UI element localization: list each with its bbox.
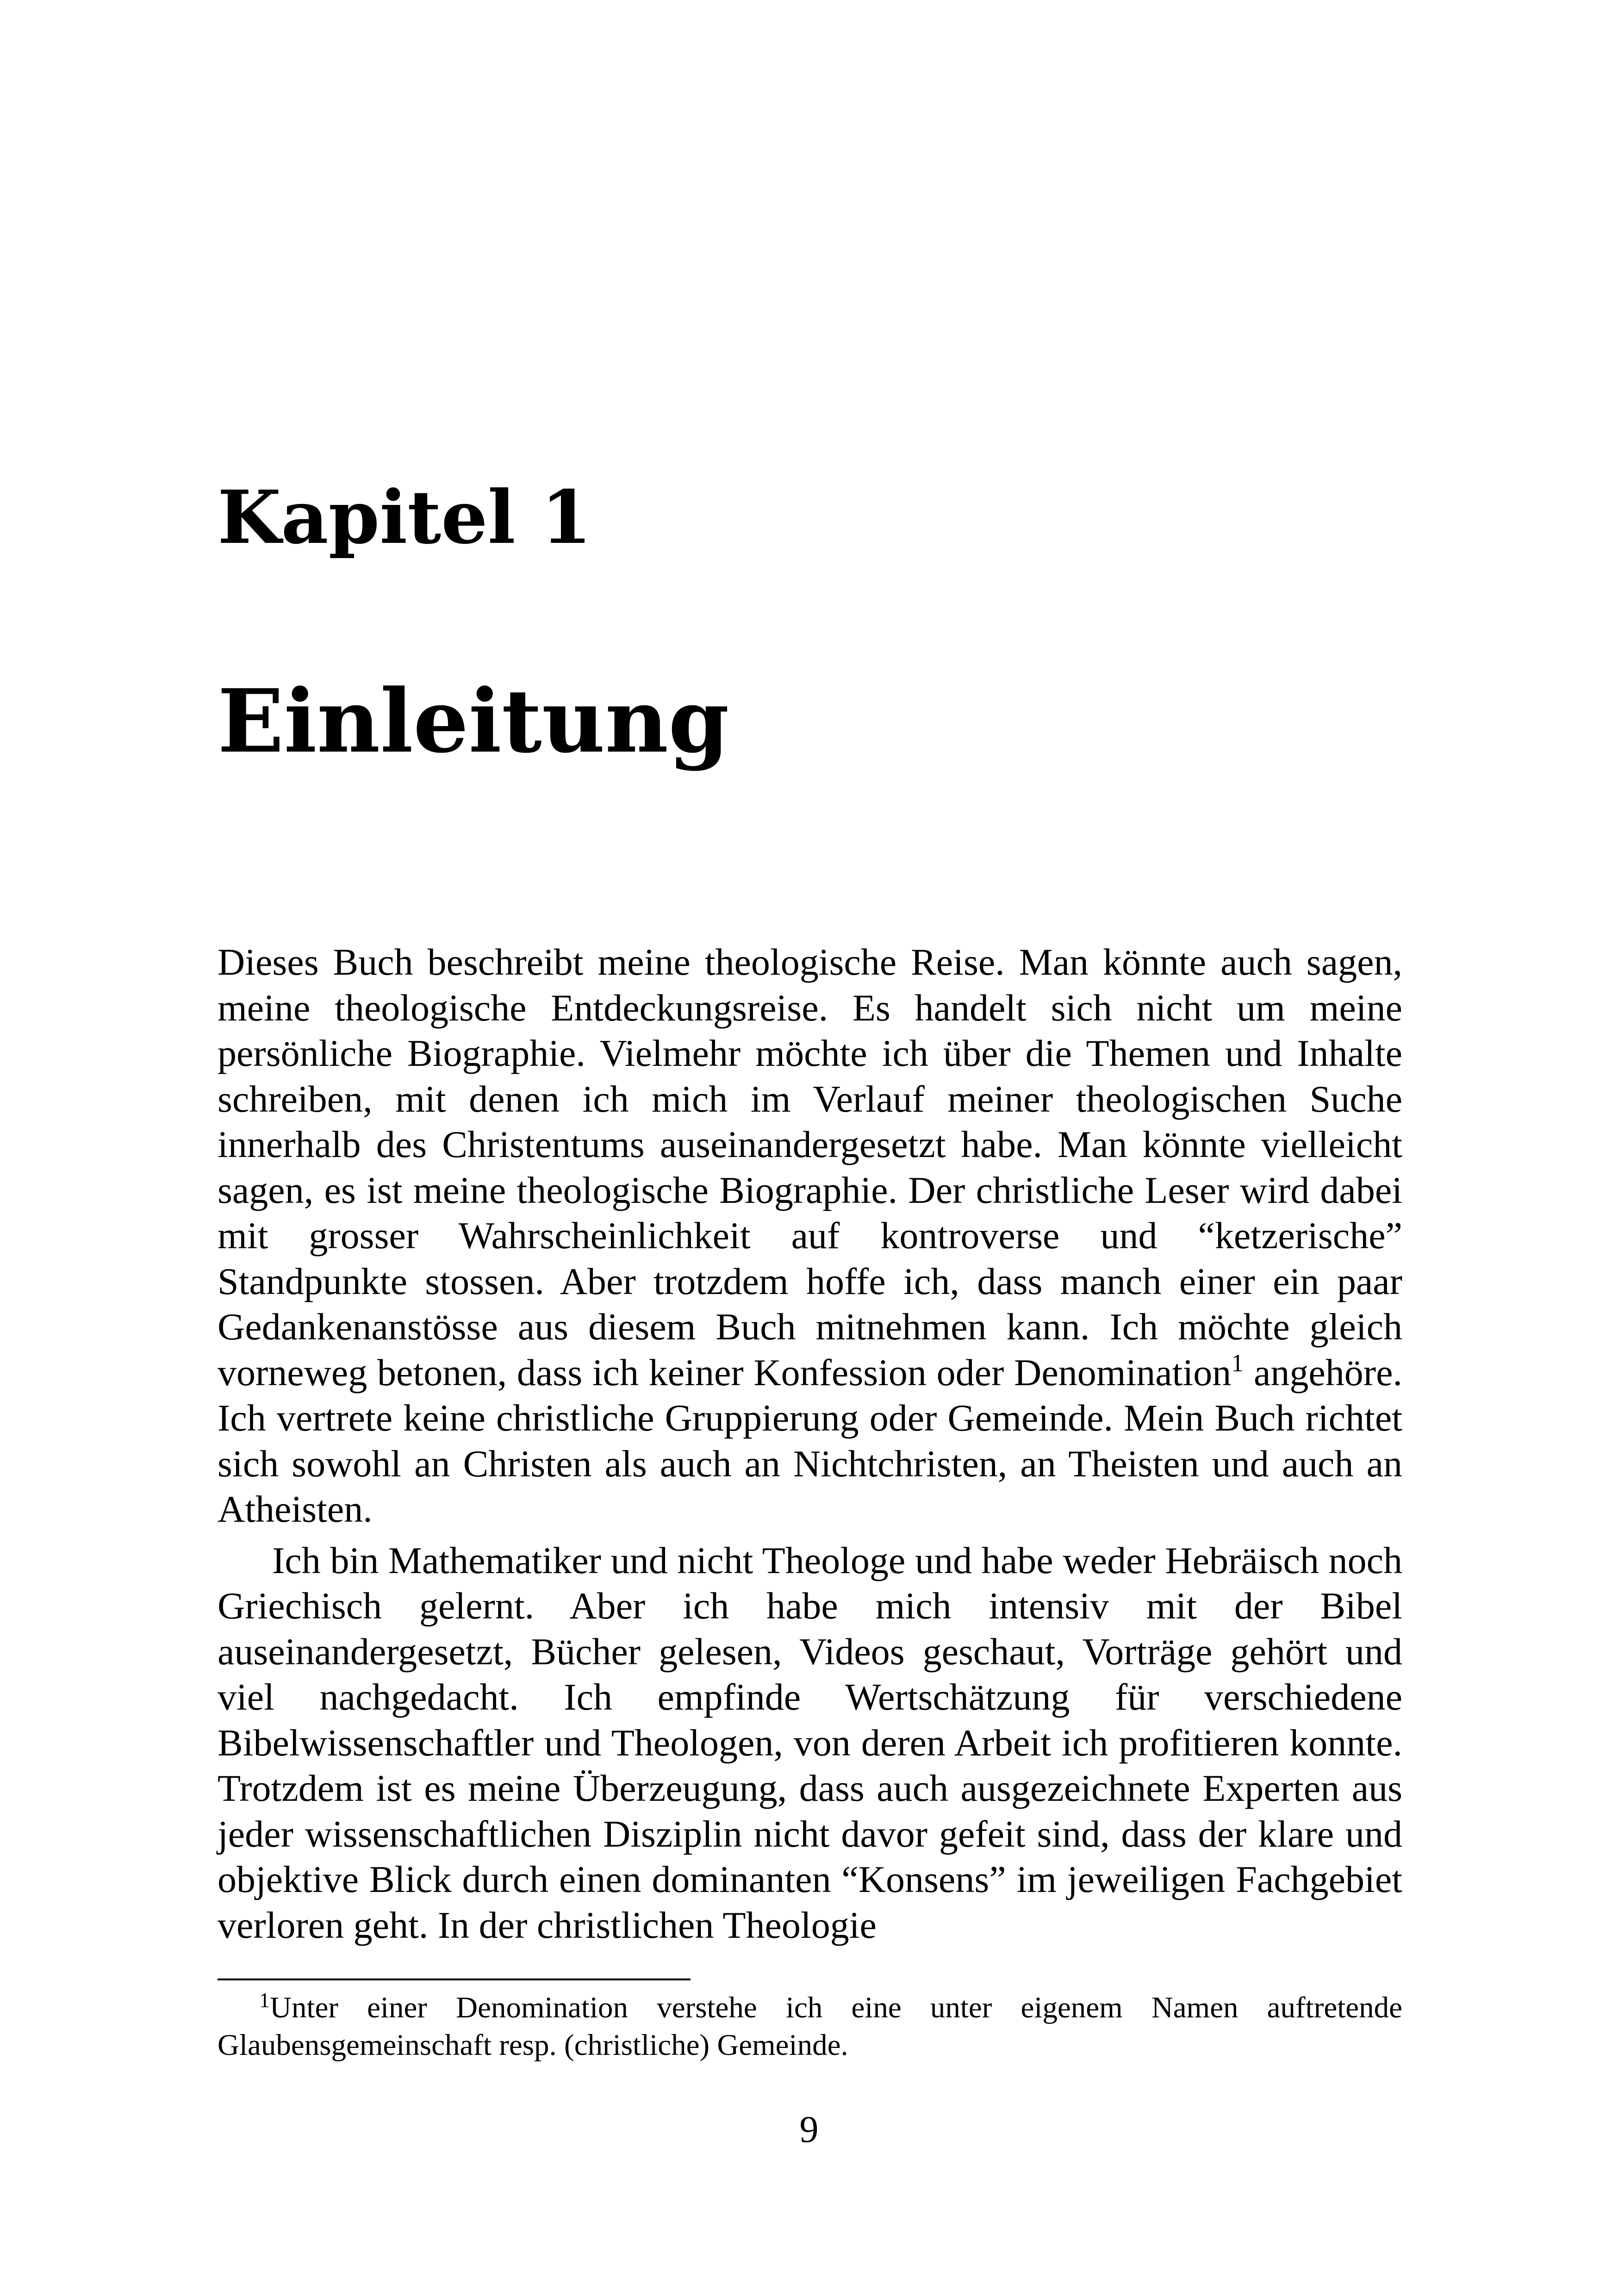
paragraph-2: Ich bin Mathematiker und nicht Theologe und habe weder Hebräisch noch Griechisch gelernt. Aber ich habe mich intensiv mit der Bibel auseinandergesetzt, Bücher gelesen, Videos geschaut, Vorträge gehört und viel nachgedacht. Ich empfinde Wertschätzung für verschiedene Bibelwissenschaftler und Theologen, von deren Arbeit ich profitieren konnte. Trotzdem ist es meine Überzeugung, dass auch ausgezeichnete Experten aus jeder wissenschaftlichen Disziplin nicht davor gefeit sind, dass der klare und objektive Blick durch einen dominanten “Konsens” im jeweiligen Fachgebiet verloren geht. In der christlichen Theologie bbox=[218, 1539, 1402, 1946]
footnote-reference[interactable]: 1 bbox=[1231, 1349, 1244, 1377]
paragraph-1-text-b: angehöre. Ich vertrete keine christliche Gruppierung oder Gemeinde. Mein Buch richtet sich sowohl an Christen als auch an Nichtchristen, an Theisten und auch an Atheisten. bbox=[218, 1351, 1403, 1530]
paragraph-1 bbox=[218, 940, 1402, 1532]
footnote bbox=[218, 1989, 1402, 2064]
chapter-title: Einleitung bbox=[218, 670, 729, 772]
footnote-text: Unter einer Denomination verstehe ich eine unter eigenem Namen auftretende Glaubensgemeinschaft resp. (christliche) Gemeinde. bbox=[218, 1991, 1402, 2062]
footnote-number: 1 bbox=[259, 1988, 270, 2012]
body-text bbox=[218, 940, 1402, 1948]
paragraph-1-text-a: Dieses Buch beschreibt meine theologische Reise. Man könnte auch sagen, meine theologische Entdeckungsreise. Es handelt sich nicht um meine persönliche Biographie. Vielmehr möchte ich über die Themen und Inhalte schreiben, mit denen ich mich im Verlauf meiner theologischen Suche innerhalb des Christentums auseinandergesetzt habe. Man könnte vielleicht sagen, es ist meine theologische Biographie. Der christliche Leser wird dabei mit grosser Wahrscheinlichkeit auf kontroverse und “ketzerische” Standpunkte stossen. Aber trotzdem hoffe ich, dass manch einer ein paar Gedankenanstösse aus diesem Buch mitnehmen kann. Ich möchte gleich vorneweg betonen, dass ich keiner Konfession oder Denomination bbox=[218, 941, 1402, 1394]
footnote-rule bbox=[218, 1979, 691, 1980]
chapter-label: Kapitel 1 bbox=[218, 475, 592, 560]
page-number: 9 bbox=[799, 2108, 819, 2150]
